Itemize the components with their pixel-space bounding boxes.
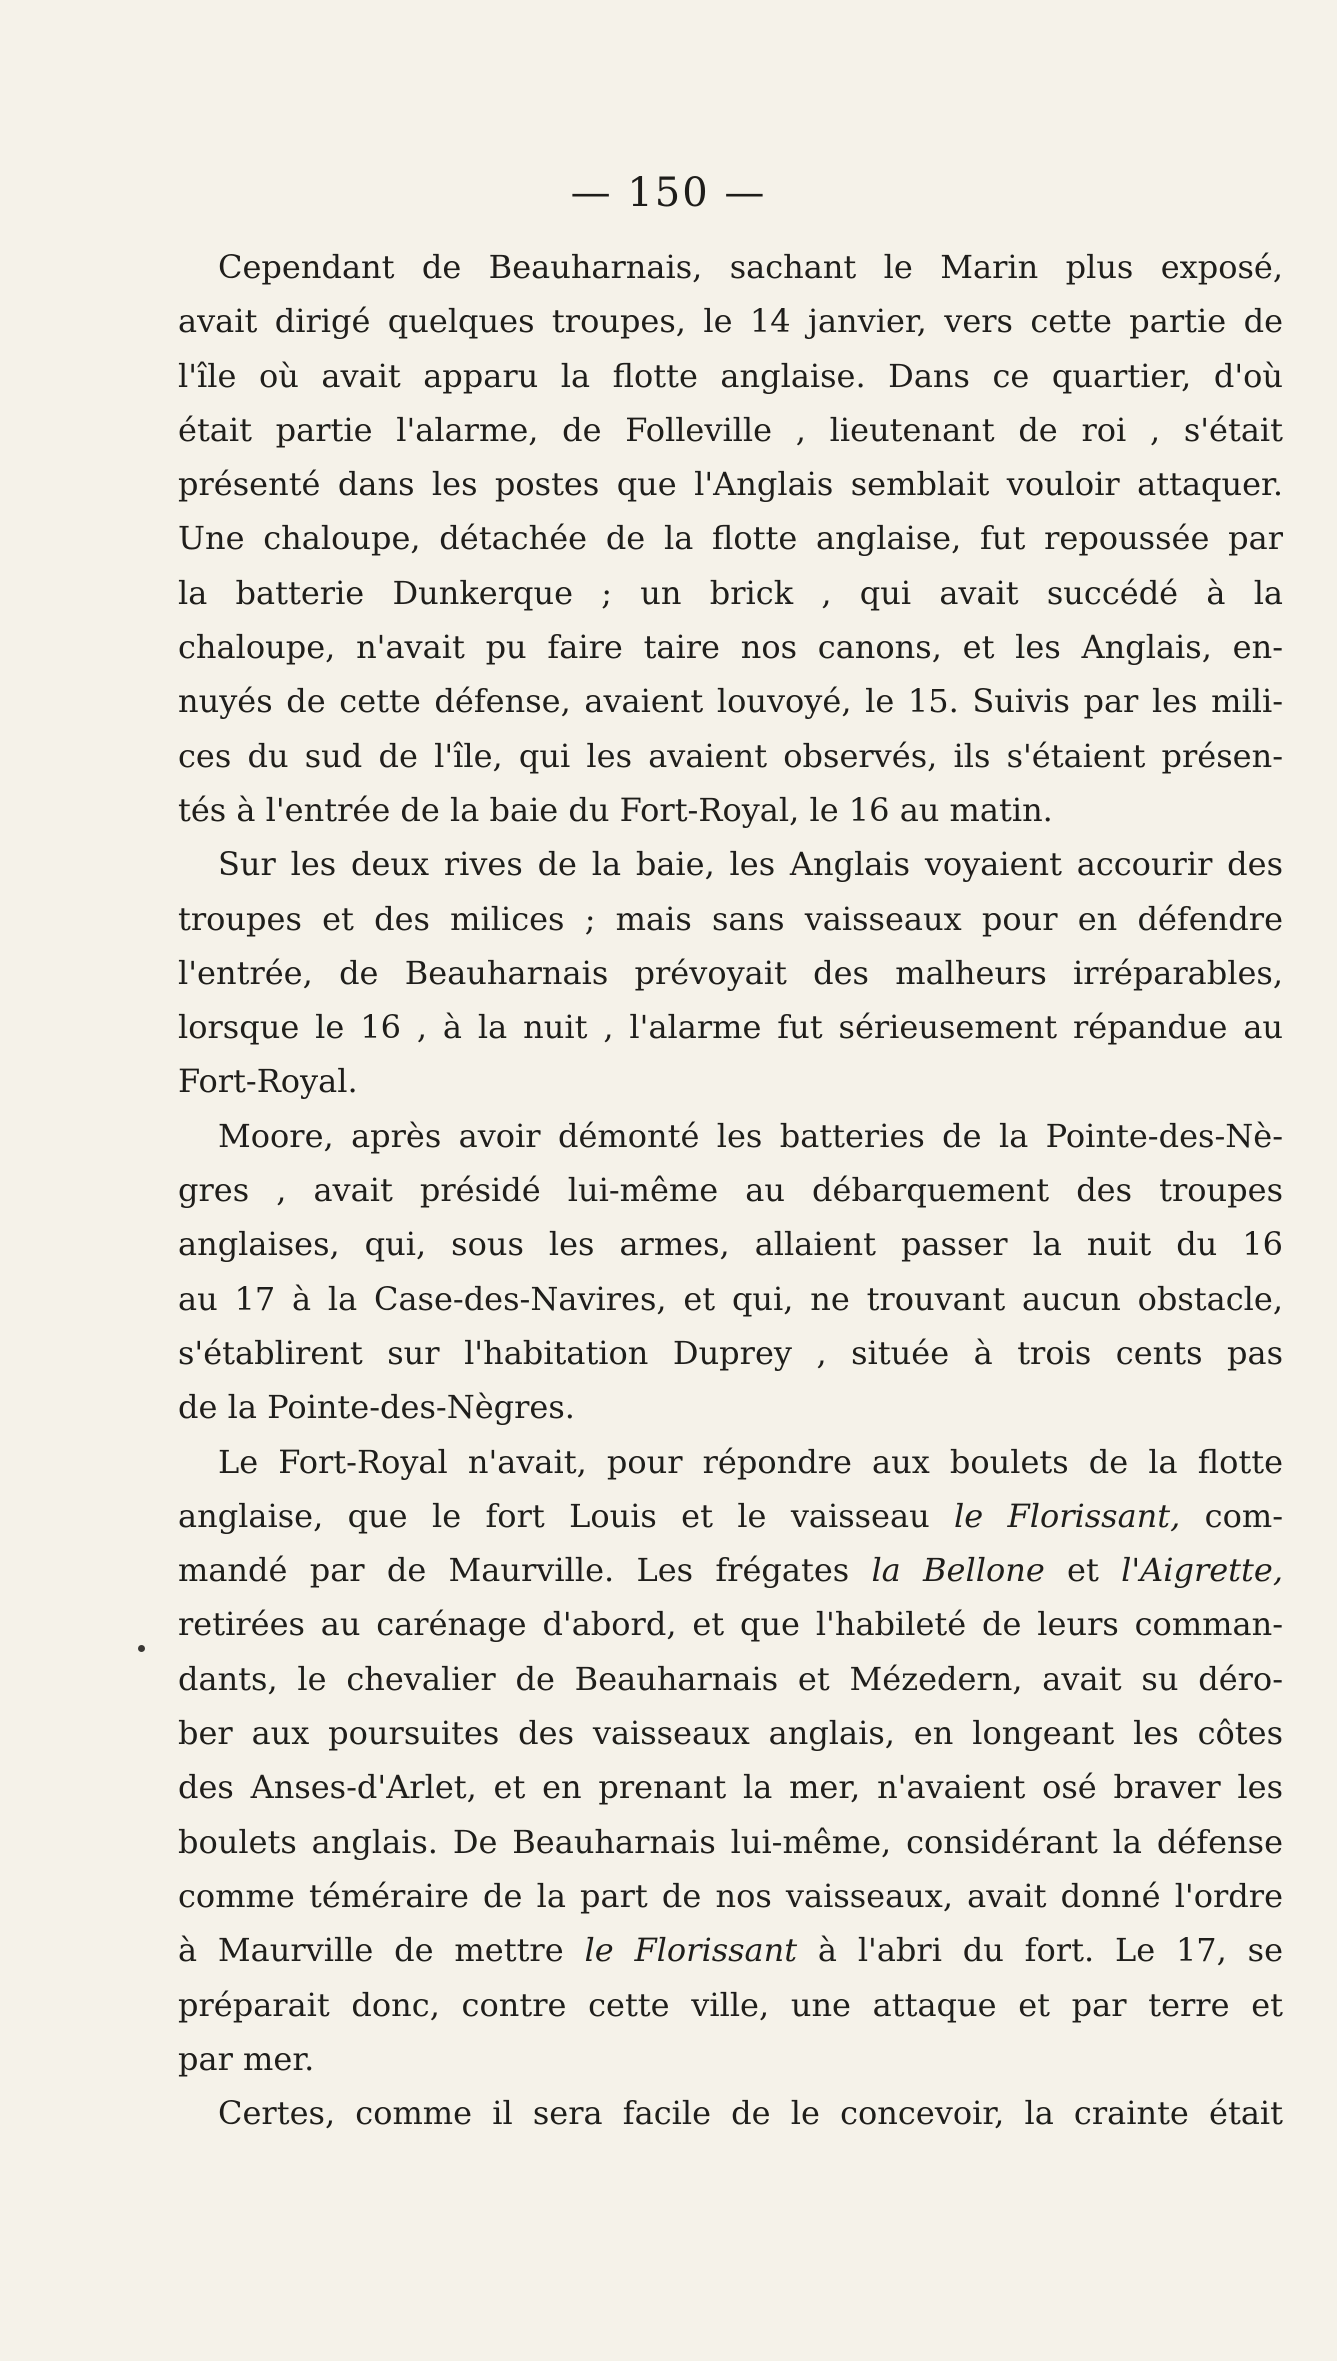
text-span: comme téméraire de la part de nos vaisseaux, avait donné l'ordre <box>178 1876 1283 1915</box>
text-span: mandé par de Maurville. Les frégates <box>178 1551 872 1590</box>
text-span: l'île où avait apparu la flotte anglaise. Dans ce quartier, d'où <box>178 356 1283 395</box>
text-line <box>178 566 1283 620</box>
text-line <box>178 1923 1283 1977</box>
text-line <box>178 1054 1283 1108</box>
text-span: de la Pointe-des-Nègres. <box>178 1388 575 1427</box>
text-span: anglaise, que le fort Louis et le vaisseau <box>178 1496 955 1535</box>
text-line <box>178 2086 1283 2140</box>
text-span: par mer. <box>178 2039 315 2078</box>
text-span: au 17 à la Case-des-Navires, et qui, ne trouvant aucun obstacle, <box>178 1279 1283 1318</box>
text-line <box>178 1326 1283 1380</box>
text-line <box>178 946 1283 1000</box>
italic-text: le Florissant, <box>954 1496 1181 1535</box>
text-span: préparait donc, contre cette ville, une attaque et par terre et <box>178 1985 1283 2024</box>
text-line <box>178 729 1283 783</box>
text-line <box>178 1272 1283 1326</box>
text-span: Moore, après avoir démonté les batteries de la Pointe-des-Nè- <box>218 1116 1283 1155</box>
text-line <box>178 1978 1283 2032</box>
ink-mark <box>138 1645 145 1652</box>
text-span: l'entrée, de Beauharnais prévoyait des malheurs irréparables, <box>178 953 1283 992</box>
text-line <box>178 1435 1283 1489</box>
italic-text: la Bellone <box>871 1551 1045 1590</box>
text-span: ces du sud de l'île, qui les avaient observés, ils s'étaient présen- <box>178 736 1283 775</box>
text-span: troupes et des milices ; mais sans vaisseaux pour en défendre <box>178 899 1283 938</box>
text-line <box>178 1543 1283 1597</box>
italic-text: l'Aigrette, <box>1121 1551 1283 1590</box>
text-line <box>178 1706 1283 1760</box>
text-line <box>178 349 1283 403</box>
text-line <box>178 1652 1283 1706</box>
text-line <box>178 511 1283 565</box>
text-span: chaloupe, n'avait pu faire taire nos canons, et les Anglais, en- <box>178 628 1283 667</box>
text-line <box>178 837 1283 891</box>
page-number: — 150 — <box>570 170 767 216</box>
text-line <box>178 1869 1283 1923</box>
text-line <box>178 1597 1283 1651</box>
text-line <box>178 1163 1283 1217</box>
text-span: avait dirigé quelques troupes, le 14 janvier, vers cette partie de <box>178 302 1283 341</box>
text-span: s'établirent sur l'habitation Duprey , située à trois cents pas <box>178 1333 1283 1372</box>
text-span: nuyés de cette défense, avaient louvoyé, le 15. Suivis par les mili- <box>178 682 1283 721</box>
text-line <box>178 2032 1283 2086</box>
text-line <box>178 1109 1283 1163</box>
text-span: à Maurville de mettre <box>178 1931 585 1970</box>
text-line <box>178 1760 1283 1814</box>
text-line <box>178 294 1283 348</box>
text-span: était partie l'alarme, de Folleville , lieutenant de roi , s'était <box>178 410 1283 449</box>
text-span: Cependant de Beauharnais, sachant le Marin plus exposé, <box>218 248 1283 286</box>
text-span: tés à l'entrée de la baie du Fort-Royal, le 16 au matin. <box>178 790 1053 829</box>
text-span: Une chaloupe, détachée de la flotte anglaise, fut repoussée par <box>178 519 1283 558</box>
text-span: Sur les deux rives de la baie, les Anglais voyaient accourir des <box>218 845 1283 884</box>
text-line <box>178 1489 1283 1543</box>
text-line <box>178 1217 1283 1271</box>
text-span: présenté dans les postes que l'Anglais semblait vouloir attaquer. <box>178 465 1283 504</box>
text-span: et <box>1044 1551 1122 1590</box>
text-line <box>178 1815 1283 1869</box>
text-span: boulets anglais. De Beauharnais lui-même, considérant la défense <box>178 1822 1283 1861</box>
text-line <box>178 674 1283 728</box>
text-line <box>178 240 1283 294</box>
text-span: retirées au carénage d'abord, et que l'habileté de leurs comman- <box>178 1605 1283 1644</box>
text-span: lorsque le 16 , à la nuit , l'alarme fut sérieusement répandue au <box>178 1008 1283 1047</box>
text-span: Fort-Royal. <box>178 1062 358 1101</box>
text-line <box>178 457 1283 511</box>
text-span: Certes, comme il sera facile de le concevoir, la crainte était <box>218 2094 1283 2133</box>
text-line <box>178 783 1283 837</box>
text-line <box>178 892 1283 946</box>
text-span: anglaises, qui, sous les armes, allaient passer la nuit du 16 <box>178 1225 1283 1264</box>
text-line <box>178 403 1283 457</box>
text-span: com- <box>1180 1496 1283 1535</box>
text-line <box>178 620 1283 674</box>
text-span: des Anses-d'Arlet, et en prenant la mer, n'avaient osé braver les <box>178 1768 1283 1807</box>
text-span: dants, le chevalier de Beauharnais et Mézedern, avait su déro- <box>178 1659 1283 1698</box>
text-span: à l'abri du fort. Le 17, se <box>797 1931 1283 1970</box>
text-span: gres , avait présidé lui-même au débarquement des troupes <box>178 1171 1283 1210</box>
text-span: la batterie Dunkerque ; un brick , qui avait succédé à la <box>178 573 1283 612</box>
text-span: ber aux poursuites des vaisseaux anglais, en longeant les côtes <box>178 1714 1283 1753</box>
text-line <box>178 1000 1283 1054</box>
italic-text: le Florissant <box>584 1931 798 1970</box>
body-text <box>178 240 1283 2140</box>
text-span: Le Fort-Royal n'avait, pour répondre aux boulets de la flotte <box>218 1442 1283 1481</box>
text-line <box>178 1380 1283 1434</box>
